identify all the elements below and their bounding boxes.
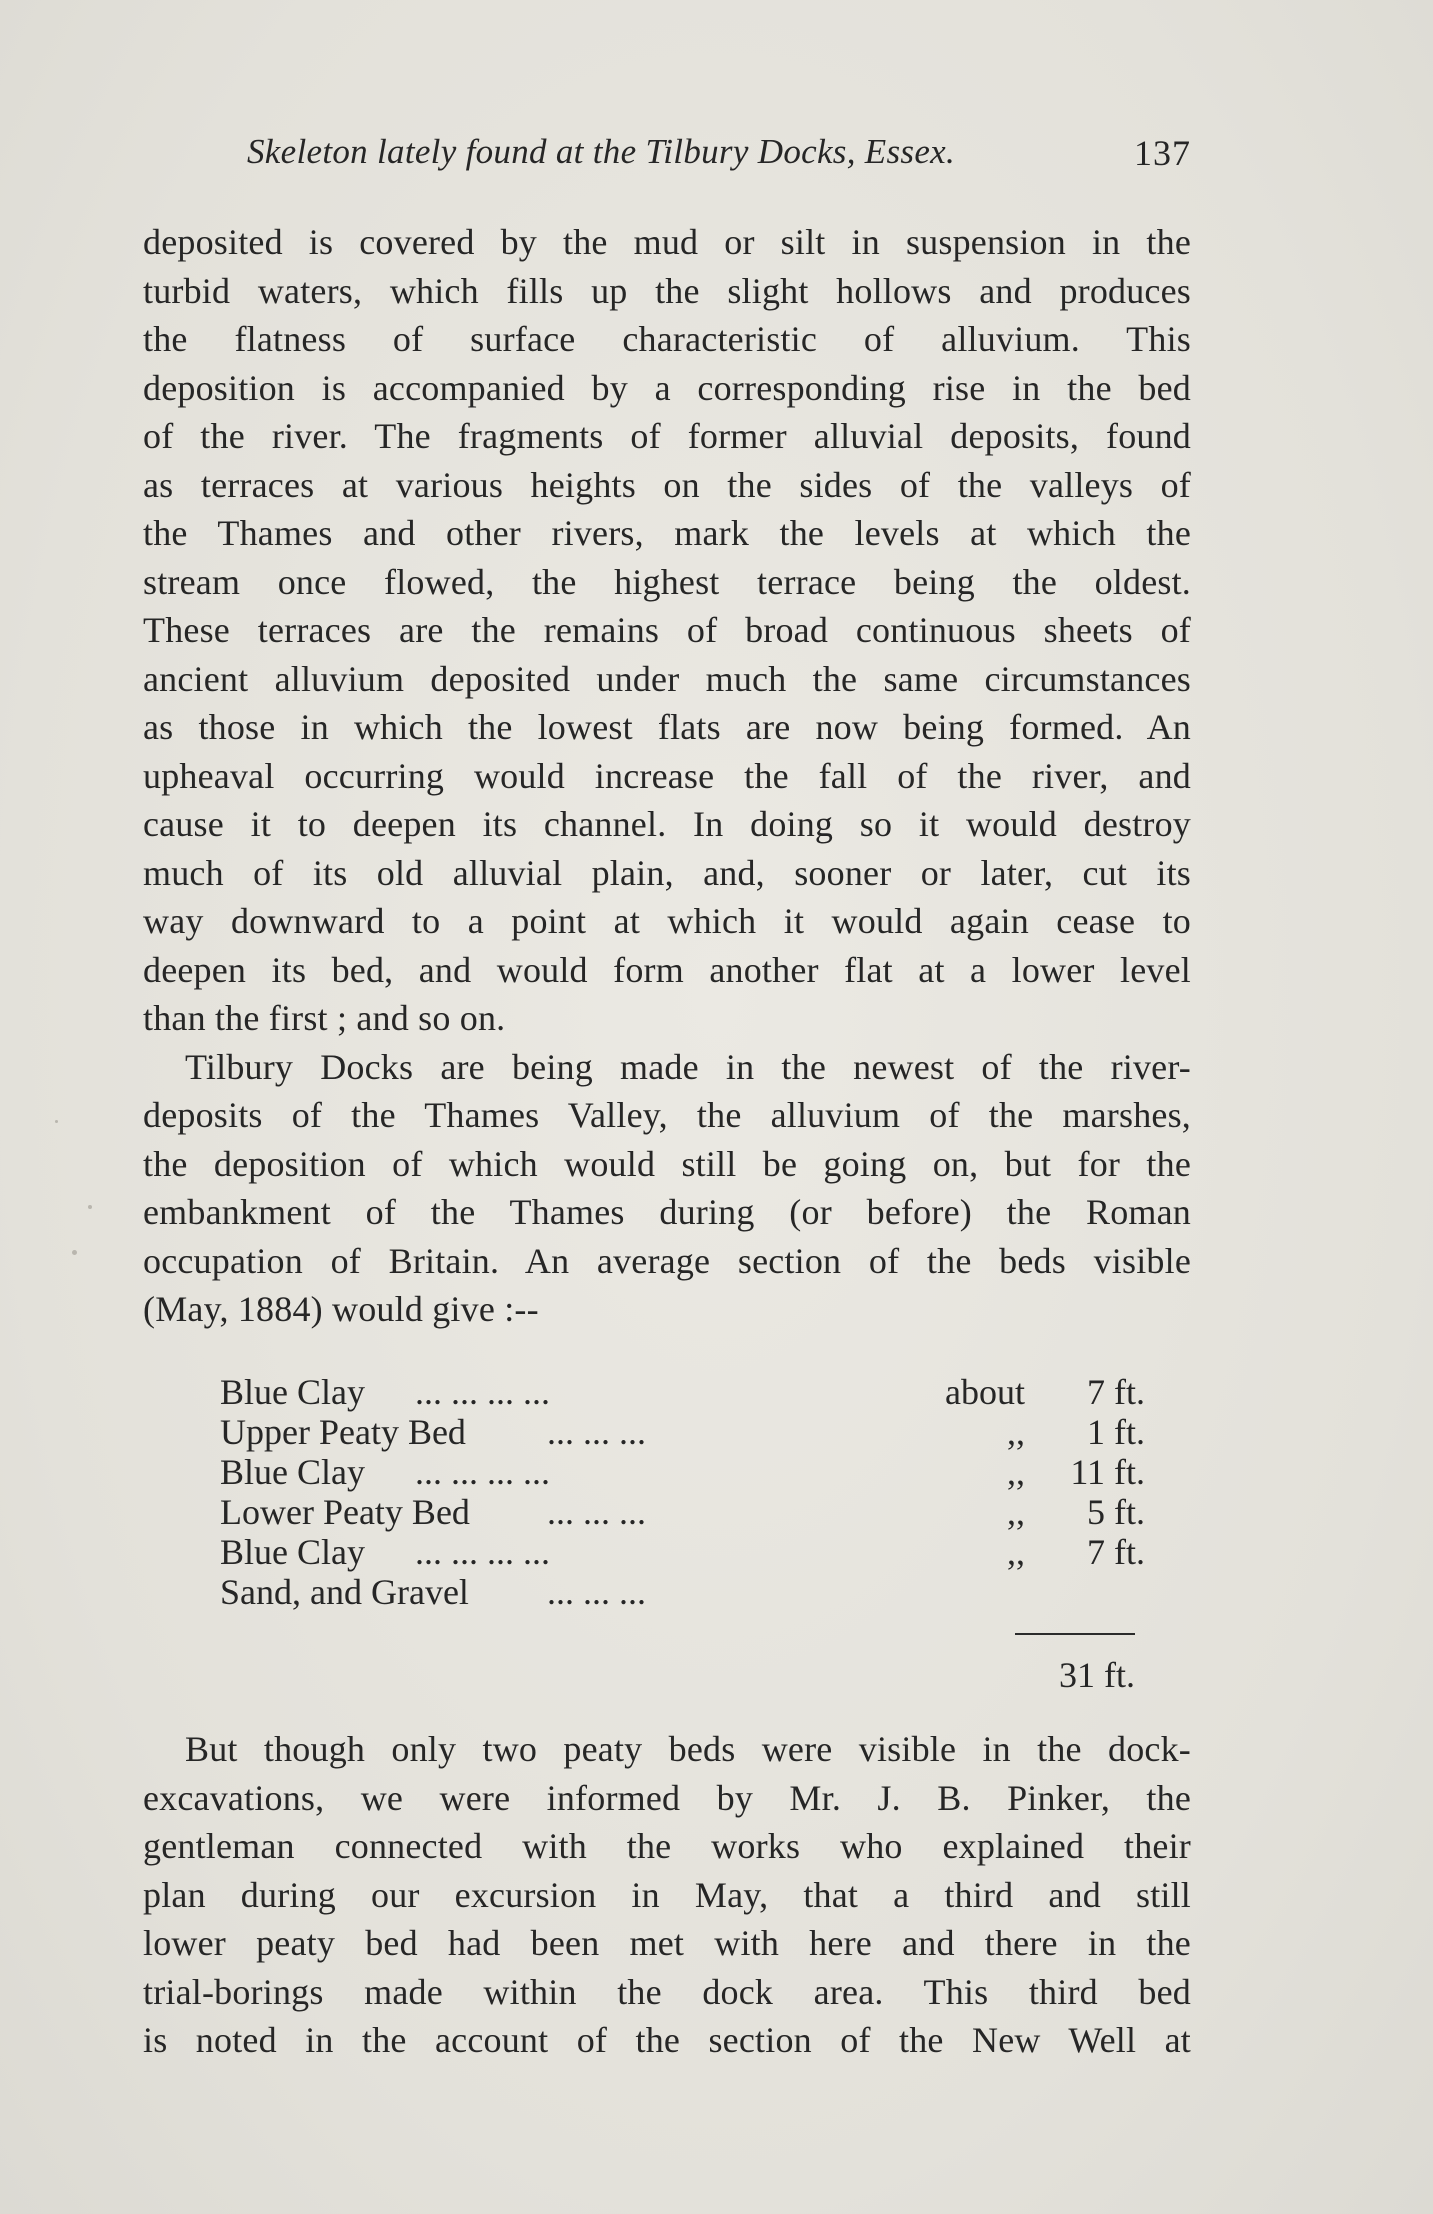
paragraph — [143, 1043, 1191, 1334]
paper-speck — [88, 1205, 92, 1209]
text-line: occupation of Britain. An average section of the beds visible — [143, 1240, 1191, 1281]
bed-name: Blue Clay — [220, 1532, 365, 1572]
body-text-lower — [143, 1725, 1191, 2065]
text-line: gentleman connected with the works who explained their — [143, 1826, 1191, 1866]
text-line: is noted in the account of the section of the New Well at — [143, 2020, 1191, 2060]
bed-thickness: 5 ft. — [1087, 1492, 1145, 1532]
text-line: deposited is covered by the mud or silt in suspension in the — [143, 222, 1191, 262]
text-line: deposition is accompanied by a corresponding rise in the bed — [143, 367, 1191, 408]
page-header — [143, 132, 1191, 182]
text-line: deepen its bed, and would form another flat at a lower level — [143, 949, 1191, 990]
thickness-qualifier: ,, — [1007, 1532, 1025, 1572]
text-line: These terraces are the remains of broad continuous sheets of — [143, 610, 1191, 650]
table-row — [220, 1412, 1170, 1452]
total-thickness: 31 ft. — [1059, 1655, 1135, 1695]
text-line: excavations, we were informed by Mr. J. B. Pinker, the — [143, 1777, 1191, 1818]
text-line: than the first ; and so on. — [143, 998, 506, 1038]
leader-dots: ... ... ... — [547, 1572, 646, 1612]
table-row — [220, 1492, 1170, 1532]
table-row — [220, 1372, 1170, 1412]
text-line: lower peaty bed had been met with here and there in the — [143, 1923, 1191, 1963]
text-line: turbid waters, which fills up the slight hollows and produces — [143, 270, 1191, 311]
bed-name: Sand, and Gravel — [220, 1572, 469, 1612]
text-line: But though only two peaty beds were visible in the dock- — [185, 1729, 1191, 1769]
bed-section-table — [220, 1372, 1170, 1612]
leader-dots: ... ... ... ... — [415, 1532, 550, 1572]
text-line: much of its old alluvial plain, and, sooner or later, cut its — [143, 852, 1191, 893]
paragraph — [143, 218, 1191, 1043]
paper-speck — [55, 1120, 58, 1123]
thickness-qualifier: about — [945, 1372, 1025, 1412]
page-number: 137 — [1134, 133, 1191, 173]
text-line: as terraces at various heights on the sides of the valleys of — [143, 464, 1191, 505]
text-line: plan during our excursion in May, that a third and still — [143, 1874, 1191, 1915]
text-line: the flatness of surface characteristic of alluvium. This — [143, 319, 1191, 359]
text-line: Tilbury Docks are being made in the newest of the river- — [185, 1046, 1191, 1087]
table-row — [220, 1532, 1170, 1572]
total-rule — [1015, 1633, 1135, 1635]
text-line: stream once flowed, the highest terrace being the oldest. — [143, 561, 1191, 602]
running-head: Skeleton lately found at the Tilbury Docks, Essex. — [247, 132, 956, 171]
paper-speck — [72, 1250, 77, 1255]
table-row — [220, 1452, 1170, 1492]
text-line: ancient alluvium deposited under much the same circumstances — [143, 658, 1191, 699]
leader-dots: ... ... ... ... — [415, 1452, 550, 1492]
text-line: of the river. The fragments of former alluvial deposits, found — [143, 416, 1191, 456]
bed-thickness: 11 ft. — [1070, 1452, 1145, 1492]
thickness-qualifier: ,, — [1007, 1452, 1025, 1492]
text-line: (May, 1884) would give :-- — [143, 1289, 539, 1329]
paragraph — [143, 1725, 1191, 2065]
bed-thickness: 7 ft. — [1087, 1372, 1145, 1412]
text-line: trial-borings made within the dock area. This third bed — [143, 1971, 1191, 2012]
text-line: cause it to deepen its channel. In doing so it would destroy — [143, 804, 1191, 844]
text-line: upheaval occurring would increase the fall of the river, and — [143, 755, 1191, 796]
leader-dots: ... ... ... — [547, 1492, 646, 1532]
bed-name: Upper Peaty Bed — [220, 1412, 466, 1452]
table-row — [220, 1572, 1170, 1612]
body-text-upper — [143, 218, 1191, 1334]
bed-name: Blue Clay — [220, 1452, 365, 1492]
leader-dots: ... ... ... ... — [415, 1372, 550, 1412]
text-line: way downward to a point at which it would again cease to — [143, 901, 1191, 941]
leader-dots: ... ... ... — [547, 1412, 646, 1452]
text-line: deposits of the Thames Valley, the alluvium of the marshes, — [143, 1095, 1191, 1135]
text-line: the deposition of which would still be going on, but for the — [143, 1143, 1191, 1184]
text-line: as those in which the lowest flats are now being formed. An — [143, 707, 1191, 747]
thickness-qualifier: ,, — [1007, 1492, 1025, 1532]
bed-thickness: 7 ft. — [1087, 1532, 1145, 1572]
bed-name: Lower Peaty Bed — [220, 1492, 470, 1532]
bed-name: Blue Clay — [220, 1372, 365, 1412]
bed-thickness: 1 ft. — [1087, 1412, 1145, 1452]
text-line: the Thames and other rivers, mark the levels at which the — [143, 513, 1191, 553]
thickness-qualifier: ,, — [1007, 1412, 1025, 1452]
text-line: embankment of the Thames during (or before) the Roman — [143, 1192, 1191, 1232]
